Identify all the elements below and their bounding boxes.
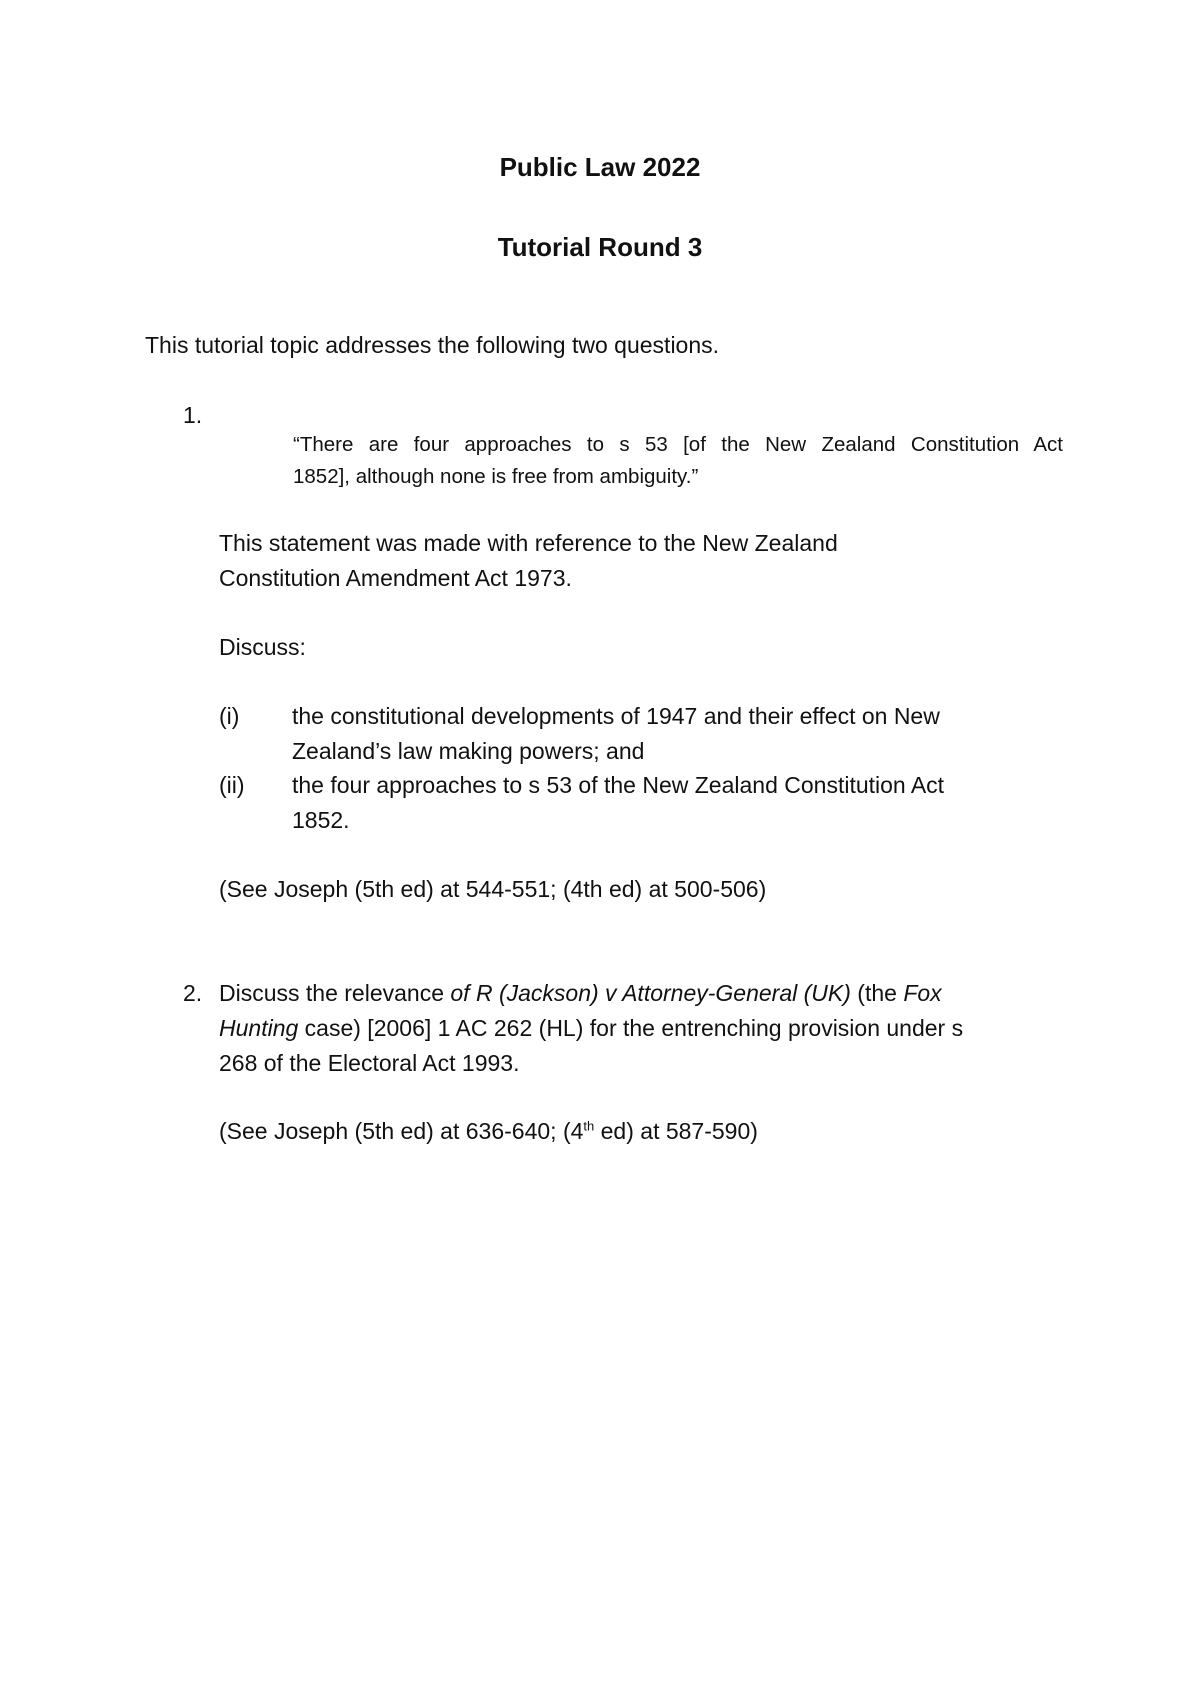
question-2-number: 2. (183, 980, 203, 1006)
question-2-ref-b: ed) at 587-590) (594, 1118, 758, 1144)
question-2-hunting: Hunting (219, 1015, 299, 1041)
question-2-line-2 (219, 1015, 963, 1042)
intro-text: This tutorial topic addresses the following two questions. (145, 332, 720, 358)
question-1-item-1-line-2: Zealand’s law making powers; and (292, 738, 645, 764)
question-1-quote-line-1: “There are four approaches to s 53 [of the New Zealand Constitution Act (293, 433, 1063, 456)
question-2-line-1 (219, 980, 942, 1007)
question-1-item-2-line-1: the four approaches to s 53 of the New Zealand Constitution Act (292, 772, 945, 798)
question-2-ref-a: (See Joseph (5th ed) at 636-640; (4 (219, 1118, 584, 1144)
question-1-statement-line-2: Constitution Amendment Act 1973. (219, 565, 572, 591)
question-1-discuss: Discuss: (219, 634, 306, 660)
question-2-text-b: (the (850, 980, 904, 1006)
question-1-item-1-marker: (i) (219, 703, 240, 729)
question-2-case-name: of R (Jackson) v Attorney-General (UK) (450, 980, 851, 1006)
question-1-number: 1. (183, 402, 203, 428)
question-2-line-3: 268 of the Electoral Act 1993. (219, 1050, 520, 1076)
question-2-reference (219, 1118, 758, 1145)
question-2-text-c: case) [2006] 1 AC 262 (HL) for the entrenching provision under s (298, 1015, 964, 1041)
document-title: Public Law 2022 (499, 152, 701, 182)
question-2-text-a: Discuss the relevance (219, 980, 451, 1006)
question-1-item-2-marker: (ii) (219, 772, 245, 798)
question-1-statement-line-1: This statement was made with reference to the New Zealand (219, 530, 838, 556)
document-subtitle: Tutorial Round 3 (497, 232, 703, 262)
question-1-quote-line-2: 1852], although none is free from ambiguity.” (293, 465, 699, 488)
question-1-reference: (See Joseph (5th ed) at 544-551; (4th ed) at 500-506) (219, 876, 767, 902)
question-2-ref-sup: th (583, 1118, 595, 1134)
question-1-item-2-line-2: 1852. (292, 807, 350, 833)
question-2-fox: Fox (903, 980, 942, 1006)
question-1-item-1-line-1: the constitutional developments of 1947 and their effect on New (292, 703, 940, 729)
